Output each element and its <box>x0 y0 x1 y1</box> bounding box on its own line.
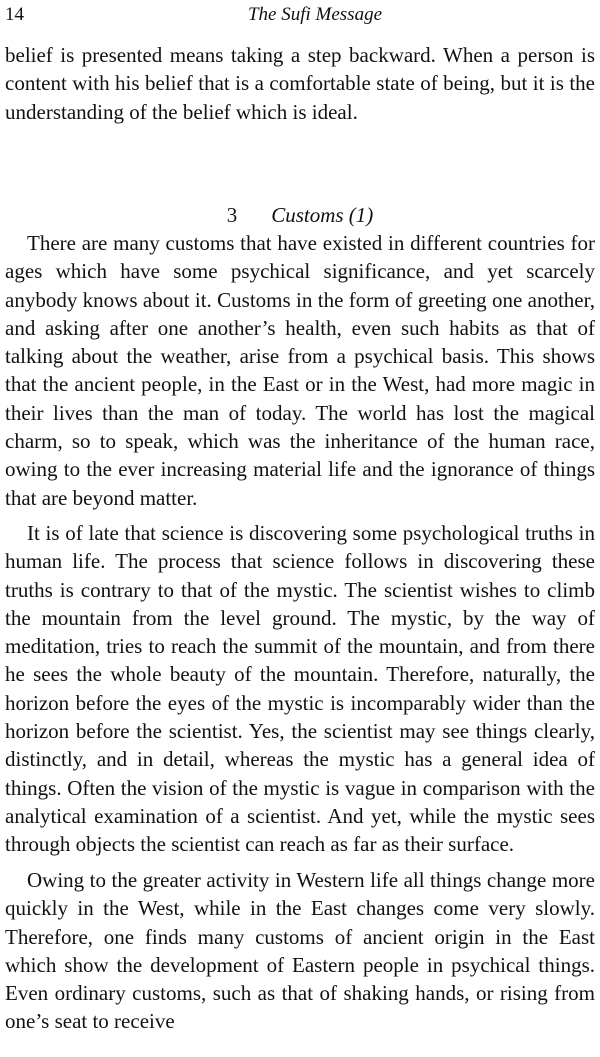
chapter-title: Customs (1) <box>271 203 374 227</box>
running-title: The Sufi Message <box>247 4 383 25</box>
chapter-number: 3 <box>226 203 238 227</box>
body-paragraph-1: There are many customs that have existed in different countries for ages which have some psychical significance, and yet scarcely anybody knows about it. Customs in the form of greeting one another, and asking after one another’s health, even such habits as that of talking about the weather, arise from a psychical basis. This shows that the ancient people, in the East or in the West, had more magic in their lives than the man of today. The world has lost the magical charm, so to speak, which was the inheritance of the human race, owing to the ever increasing material life and the ignorance of things that are beyond matter. <box>5 231 595 510</box>
opening-paragraph: belief is presented means taking a step backward. When a person is content with his belief that is a comfortable state of being, but it is the understanding of the belief which is ideal. <box>5 43 595 124</box>
page-header <box>5 2 595 28</box>
body-paragraph-3: Owing to the greater activity in Western life all things change more quickly in the West, while in the East changes come very slowly. Therefore, one finds many customs of ancient origin in the East which show the development of Eastern people in psychical things. Even ordinary customs, such as that of shaking hands, or rising from one’s seat to receive <box>5 868 595 1034</box>
body-paragraph-2: It is of late that science is discovering some psychological truths in human life. The process that science follows in discovering these truths is contrary to that of the mystic. The scientist wishes to climb the mountain from the level ground. The mystic, by the way of meditation, tries to reach the summit of the mountain, and from there he sees the whole beauty of the mountain. Therefore, naturally, the horizon before the eyes of the mystic is incomparably wider than the horizon before the scientist. Yes, the scientist may see things clearly, distinctly, and in detail, whereas the mystic has a general idea of things. Often the vision of the mystic is vague in comparison with the analytical examination of a scientist. And yet, while the mystic sees through objects the scientist can reach as far as their surface. <box>5 521 595 857</box>
page-number: 14 <box>5 4 24 25</box>
chapter-heading <box>0 201 600 229</box>
